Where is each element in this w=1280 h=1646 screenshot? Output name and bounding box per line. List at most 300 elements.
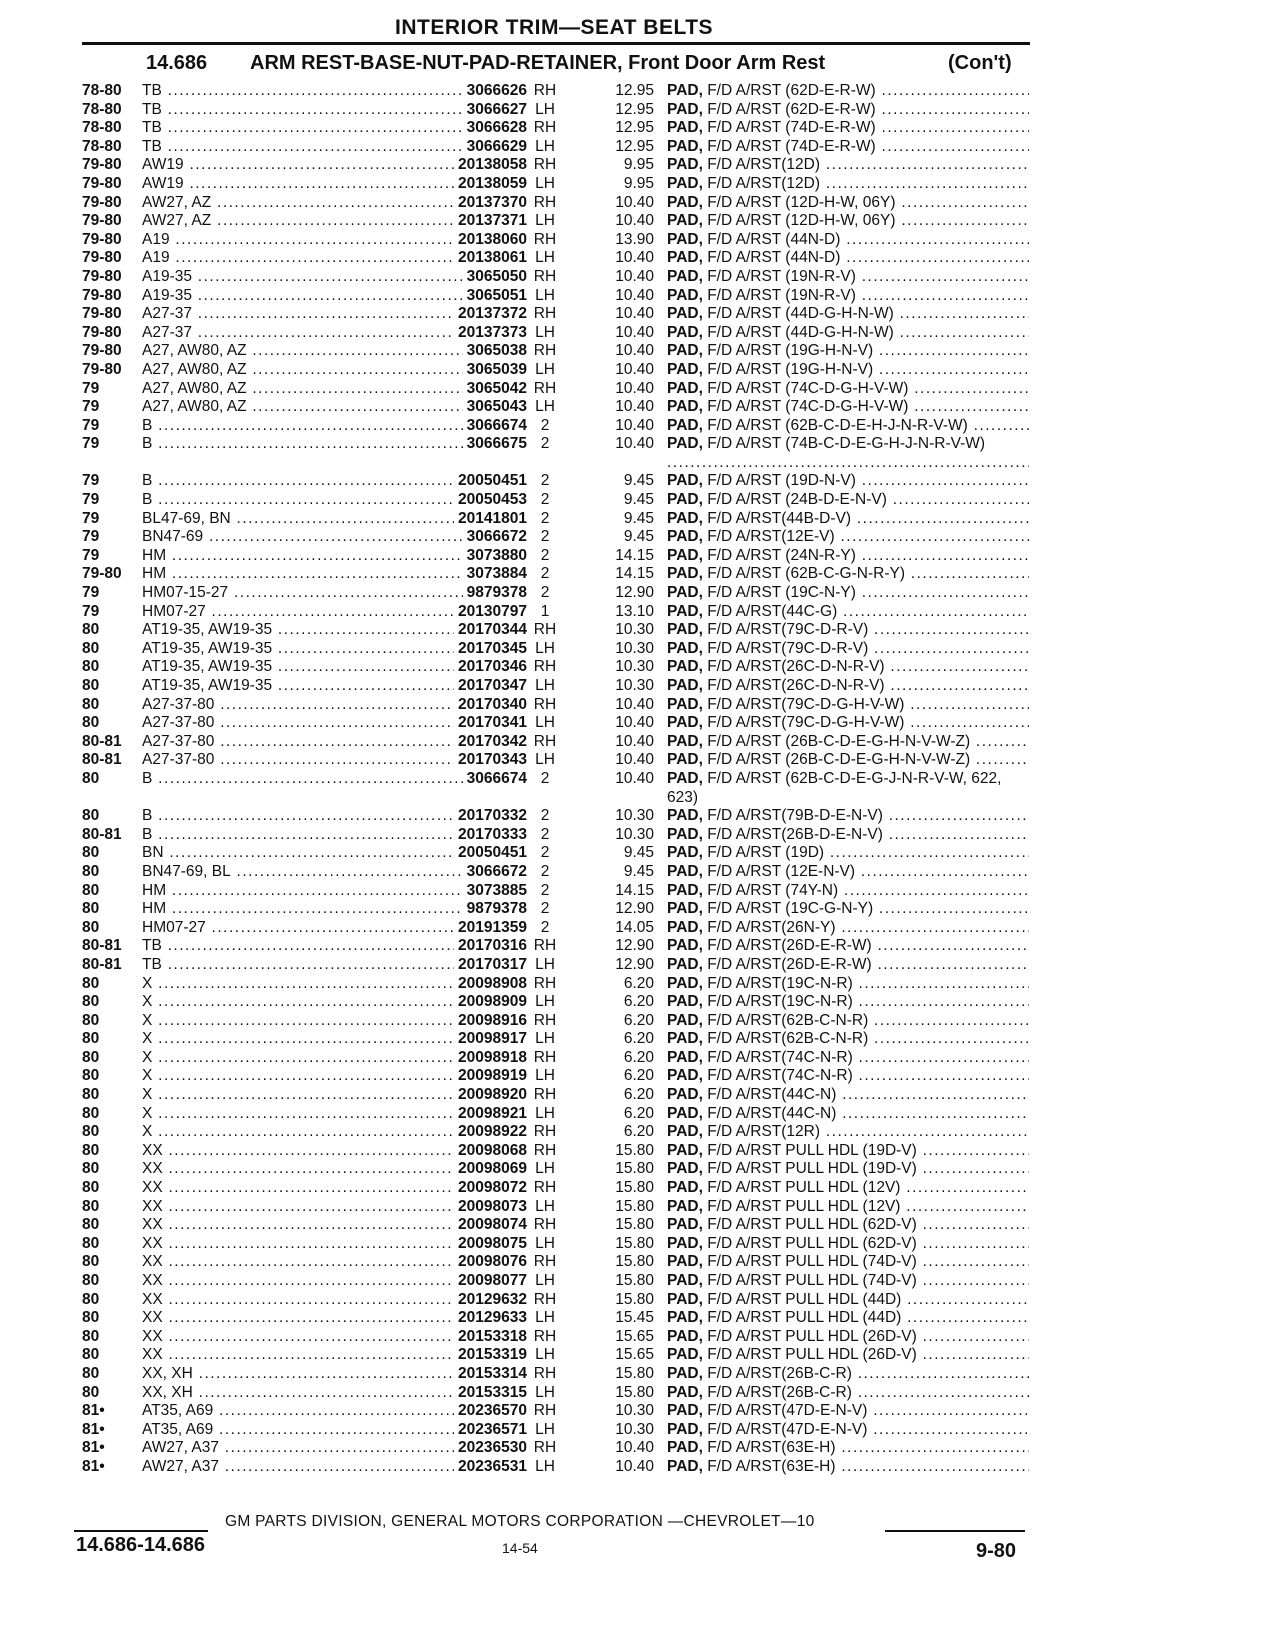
side-cell: 2 xyxy=(540,844,550,862)
list-item xyxy=(82,287,1032,306)
year-cell: 79-80 xyxy=(82,156,122,174)
model-cell: HM07-15-27 ..... xyxy=(142,584,492,603)
side-cell: LH xyxy=(535,137,555,155)
description-label: PAD, xyxy=(667,565,703,583)
description-text: F/D A/RST(26D-E-R-W) xyxy=(707,937,872,955)
description-label: PAD, xyxy=(667,379,703,397)
model-cell: XX ..... xyxy=(142,1198,492,1217)
description-cell xyxy=(667,565,1029,584)
description-label: PAD, xyxy=(667,1048,703,1066)
part-number: 20170342 xyxy=(454,733,527,752)
price-cell: 10.30 xyxy=(615,807,654,825)
description-text: F/D A/RST PULL HDL (12V) xyxy=(707,1179,901,1197)
description-label: PAD, xyxy=(667,472,703,490)
side-cell: 2 xyxy=(540,584,550,602)
year-cell: 80 xyxy=(82,677,100,694)
description-text: F/D A/RST (19N-R-V) xyxy=(707,286,856,304)
price-cell: 12.95 xyxy=(615,100,654,118)
part-number: 20236531 xyxy=(454,1458,527,1477)
year-cell: 79 xyxy=(82,528,100,546)
description-text: F/D A/RST PULL HDL (44D) xyxy=(707,1309,902,1327)
description-label: PAD, xyxy=(667,1067,703,1085)
year-cell: 80 xyxy=(82,1141,100,1159)
description-cell xyxy=(667,1253,1029,1272)
model-cell: X ..... xyxy=(142,1086,492,1105)
description-cell xyxy=(667,380,1029,399)
year-cell: 79-80 xyxy=(82,267,122,285)
side-cell: RH xyxy=(533,937,557,955)
model-cell: A19-35 ..... xyxy=(142,268,492,287)
description-text: F/D A/RST (12D-H-W, 06Y) xyxy=(707,193,896,211)
year-cell: 80 xyxy=(82,1364,100,1382)
description-cell xyxy=(667,1458,1029,1477)
year-cell: 80 xyxy=(82,1160,100,1178)
price-cell: 15.80 xyxy=(615,1290,654,1308)
description-cell xyxy=(667,1067,1029,1086)
year-cell: 80 xyxy=(82,1346,100,1364)
model-cell: B ..... xyxy=(142,826,492,845)
list-item xyxy=(82,770,1032,807)
year-cell: 80-81 xyxy=(82,751,122,769)
description-label: PAD, xyxy=(667,825,703,843)
description-label: PAD, xyxy=(667,900,703,918)
description-text: F/D A/RST (19G-H-N-V) xyxy=(707,360,874,378)
description-label: PAD, xyxy=(667,1383,703,1401)
description-text: F/D A/RST(12D) xyxy=(707,156,821,174)
part-number: 20153318 xyxy=(454,1328,527,1347)
description-cell xyxy=(667,510,1029,529)
model-cell: XX ..... xyxy=(142,1291,492,1310)
list-item xyxy=(82,417,1032,436)
part-number: 3066629 xyxy=(463,138,527,157)
part-number: 3066672 xyxy=(463,863,527,882)
description-text: F/D A/RST (19D-N-V) xyxy=(707,472,856,490)
part-number: 20129632 xyxy=(454,1291,527,1310)
part-number: 20098072 xyxy=(454,1179,527,1198)
list-item xyxy=(82,1346,1032,1365)
part-number: 20098077 xyxy=(454,1272,527,1291)
list-item xyxy=(82,658,1032,677)
price-cell: 6.20 xyxy=(623,1123,654,1141)
year-cell: 79-80 xyxy=(82,323,122,341)
side-cell: LH xyxy=(535,1160,555,1178)
price-cell: 10.40 xyxy=(615,1439,654,1457)
part-number: 20050453 xyxy=(454,491,527,510)
year-cell: 79 xyxy=(82,398,100,416)
list-item xyxy=(82,1105,1032,1124)
side-cell: 2 xyxy=(540,435,550,453)
price-cell: 6.20 xyxy=(623,1030,654,1048)
list-item xyxy=(82,1253,1032,1272)
description-label: PAD, xyxy=(667,1197,703,1215)
model-cell: BN47-69 ..... xyxy=(142,528,492,547)
year-cell: 81• xyxy=(82,1457,105,1475)
model-cell: BN47-69, BL ..... xyxy=(142,863,492,882)
part-number: 20170346 xyxy=(454,658,527,677)
price-cell: 10.30 xyxy=(615,639,654,657)
description-label: PAD, xyxy=(667,212,703,230)
description-label: PAD, xyxy=(667,1086,703,1104)
part-number: 3066672 xyxy=(463,528,527,547)
list-item xyxy=(82,82,1032,101)
model-cell: XX ..... xyxy=(142,1160,492,1179)
description-text: F/D A/RST PULL HDL (19D-V) xyxy=(707,1160,917,1178)
description-label: PAD, xyxy=(667,1290,703,1308)
side-cell: LH xyxy=(535,1272,555,1289)
part-number: 3066674 xyxy=(463,417,527,436)
side-cell: 2 xyxy=(540,881,550,899)
model-cell: A27-37-80 ..... xyxy=(142,714,492,733)
description-cell xyxy=(667,677,1029,696)
description-cell xyxy=(667,1179,1029,1198)
description-text: F/D A/RST (24N-R-Y) xyxy=(707,546,856,564)
list-item xyxy=(82,826,1032,845)
model-cell: HM ..... xyxy=(142,900,492,919)
description-text: F/D A/RST(19C-N-R) xyxy=(707,974,853,992)
year-cell: 80 xyxy=(82,639,100,657)
part-number: 20170345 xyxy=(454,640,527,659)
price-cell: 10.30 xyxy=(615,621,654,639)
description-label: PAD, xyxy=(667,1364,703,1382)
part-number: 3066628 xyxy=(463,119,527,138)
description-label: PAD, xyxy=(667,360,703,378)
model-cell: XX ..... xyxy=(142,1142,492,1161)
description-label: PAD, xyxy=(667,1439,703,1457)
list-item xyxy=(82,547,1032,566)
year-cell: 80-81 xyxy=(82,955,122,973)
price-cell: 13.90 xyxy=(615,230,654,248)
part-number: 20050451 xyxy=(454,844,527,863)
description-text: F/D A/RST (74D-E-R-W) xyxy=(707,137,876,155)
description-text: F/D A/RST (44N-D) xyxy=(707,230,841,248)
list-item xyxy=(82,621,1032,640)
description-label: PAD, xyxy=(667,1104,703,1122)
side-cell: RH xyxy=(533,1439,557,1457)
model-cell: X ..... xyxy=(142,975,492,994)
year-cell: 80 xyxy=(82,714,100,732)
year-cell: 80 xyxy=(82,862,100,880)
price-cell: 12.95 xyxy=(615,119,654,137)
price-cell: 10.40 xyxy=(615,435,654,453)
description-label: PAD, xyxy=(667,267,703,285)
side-cell: 2 xyxy=(540,509,550,527)
price-cell: 10.40 xyxy=(615,379,654,397)
model-cell: HM07-27 ..... xyxy=(142,919,492,938)
list-item xyxy=(82,361,1032,380)
list-item xyxy=(82,1402,1032,1421)
description-text: F/D A/RST (44D-G-H-N-W) xyxy=(707,305,894,323)
description-text: F/D A/RST(44C-G) xyxy=(707,602,838,620)
list-item xyxy=(82,1160,1032,1179)
price-cell: 10.40 xyxy=(615,360,654,378)
part-number: 3073880 xyxy=(463,547,527,566)
description-cell xyxy=(667,1012,1029,1031)
list-item xyxy=(82,919,1032,938)
part-number: 3066626 xyxy=(463,82,527,101)
description-label: PAD, xyxy=(667,751,703,769)
part-number: 20098908 xyxy=(454,975,527,994)
price-cell: 10.40 xyxy=(615,1457,654,1475)
description-text: F/D A/RST PULL HDL (62D-V) xyxy=(707,1234,917,1252)
part-number: 20138059 xyxy=(454,175,527,194)
description-label: PAD, xyxy=(667,286,703,304)
part-number: 20098918 xyxy=(454,1049,527,1068)
year-cell: 80 xyxy=(82,1086,100,1104)
description-text: F/D A/RST (19N-R-V) xyxy=(707,267,856,285)
description-cell xyxy=(667,101,1029,120)
price-cell: 10.40 xyxy=(615,193,654,211)
description-text: F/D A/RST(19C-N-R) xyxy=(707,993,853,1011)
model-cell: A27-37-80 ..... xyxy=(142,733,492,752)
list-item xyxy=(82,491,1032,510)
part-number: 3065051 xyxy=(463,287,527,306)
description-text: F/D A/RST(47D-E-N-V) xyxy=(707,1420,868,1438)
description-cell xyxy=(667,1086,1029,1105)
price-cell: 12.90 xyxy=(615,937,654,955)
price-cell: 9.95 xyxy=(623,174,654,192)
price-cell: 15.80 xyxy=(615,1216,654,1234)
description-label: PAD, xyxy=(667,974,703,992)
year-cell: 80 xyxy=(82,1123,100,1141)
description-label: PAD, xyxy=(667,1179,703,1197)
list-item xyxy=(82,1291,1032,1310)
part-number: 20137370 xyxy=(454,194,527,213)
year-cell: 80 xyxy=(82,1011,100,1029)
side-cell: 2 xyxy=(540,546,550,564)
part-number: 3065043 xyxy=(463,398,527,417)
price-cell: 15.80 xyxy=(615,1197,654,1215)
side-cell: RH xyxy=(533,1253,557,1271)
side-cell: RH xyxy=(533,1290,557,1308)
section-heading xyxy=(82,52,1030,78)
description-cell xyxy=(667,1235,1029,1254)
description-cell xyxy=(667,714,1029,733)
list-item xyxy=(82,1365,1032,1384)
description-text: F/D A/RST PULL HDL (74D-V) xyxy=(707,1272,917,1289)
price-cell: 10.30 xyxy=(615,825,654,843)
description-label: PAD, xyxy=(667,174,703,192)
price-cell: 10.40 xyxy=(615,267,654,285)
list-item xyxy=(82,733,1032,752)
model-cell: AW27, A37 ..... xyxy=(142,1458,492,1477)
model-cell: A27, AW80, AZ ..... xyxy=(142,361,492,380)
description-cell xyxy=(667,1105,1029,1124)
side-cell: 2 xyxy=(540,918,550,936)
description-label: PAD, xyxy=(667,937,703,955)
description-cell xyxy=(667,1216,1029,1235)
list-item xyxy=(82,975,1032,994)
description-cell xyxy=(667,435,1029,472)
description-cell xyxy=(667,993,1029,1012)
year-cell: 79 xyxy=(82,546,100,564)
list-item xyxy=(82,1198,1032,1217)
description-text: F/D A/RST(44B-D-V) xyxy=(707,509,852,527)
list-item xyxy=(82,1421,1032,1440)
year-cell: 80-81 xyxy=(82,937,122,955)
part-number: 20170333 xyxy=(454,826,527,845)
side-cell: LH xyxy=(535,398,555,416)
side-cell: RH xyxy=(533,267,557,285)
year-cell: 80 xyxy=(82,695,100,713)
model-cell: TB ..... xyxy=(142,956,492,975)
description-cell xyxy=(667,547,1029,566)
side-cell: LH xyxy=(535,1457,555,1475)
model-cell: B ..... xyxy=(142,807,492,826)
list-item xyxy=(82,565,1032,584)
side-cell: RH xyxy=(533,1402,557,1420)
description-cell xyxy=(667,138,1029,157)
part-number: 20130797 xyxy=(454,603,527,622)
list-item xyxy=(82,231,1032,250)
description-cell xyxy=(667,342,1029,361)
year-cell: 80 xyxy=(82,1272,100,1289)
year-cell: 80 xyxy=(82,1067,100,1085)
part-number: 20098069 xyxy=(454,1160,527,1179)
description-label: PAD, xyxy=(667,769,703,787)
description-text: F/D A/RST (44D-G-H-N-W) xyxy=(707,323,894,341)
description-cell xyxy=(667,1049,1029,1068)
side-cell: RH xyxy=(533,974,557,992)
description-text: F/D A/RST (26B-C-D-E-G-H-N-V-W-Z) xyxy=(707,732,971,750)
model-cell: AW27, AZ ..... xyxy=(142,194,492,213)
year-cell: 80 xyxy=(82,1197,100,1215)
description-label: PAD, xyxy=(667,323,703,341)
year-cell: 80 xyxy=(82,1253,100,1271)
description-label: PAD, xyxy=(667,695,703,713)
list-item xyxy=(82,807,1032,826)
side-cell: RH xyxy=(533,342,557,360)
price-cell: 6.20 xyxy=(623,1067,654,1085)
year-cell: 80 xyxy=(82,1216,100,1234)
description-cell xyxy=(667,696,1029,715)
price-cell: 9.95 xyxy=(623,156,654,174)
description-label: PAD, xyxy=(667,1309,703,1327)
list-item xyxy=(82,1179,1032,1198)
description-cell xyxy=(667,770,1029,807)
year-cell: 80 xyxy=(82,1290,100,1308)
price-cell: 9.45 xyxy=(623,491,654,509)
year-cell: 81• xyxy=(82,1439,105,1457)
side-cell: 2 xyxy=(540,769,550,787)
price-cell: 10.40 xyxy=(615,769,654,787)
description-text: F/D A/RST(74C-N-R) xyxy=(707,1067,853,1085)
price-cell: 14.15 xyxy=(615,546,654,564)
price-cell: 14.15 xyxy=(615,565,654,583)
model-cell: X ..... xyxy=(142,1123,492,1142)
description-cell xyxy=(667,1198,1029,1217)
side-cell: RH xyxy=(533,1048,557,1066)
list-item xyxy=(82,472,1032,491)
model-cell: A27, AW80, AZ ..... xyxy=(142,342,492,361)
description-cell xyxy=(667,1123,1029,1142)
model-cell: B ..... xyxy=(142,472,492,491)
description-label: PAD, xyxy=(667,1234,703,1252)
description-label: PAD, xyxy=(667,1160,703,1178)
year-cell: 80 xyxy=(82,881,100,899)
part-number: 20098917 xyxy=(454,1030,527,1049)
side-cell: RH xyxy=(533,1011,557,1029)
description-label: PAD, xyxy=(667,621,703,639)
year-cell: 79 xyxy=(82,379,100,397)
year-cell: 80 xyxy=(82,1048,100,1066)
part-number: 3065039 xyxy=(463,361,527,380)
list-item xyxy=(82,1086,1032,1105)
description-cell xyxy=(667,231,1029,250)
model-cell: A27-37 ..... xyxy=(142,324,492,343)
list-item xyxy=(82,268,1032,287)
description-label: PAD, xyxy=(667,918,703,936)
description-cell xyxy=(667,807,1029,826)
list-item xyxy=(82,1030,1032,1049)
price-cell: 12.90 xyxy=(615,955,654,973)
year-cell: 80 xyxy=(82,1179,100,1197)
side-cell: RH xyxy=(533,156,557,174)
description-text: F/D A/RST (62D-E-R-W) xyxy=(707,82,876,99)
side-cell: 2 xyxy=(540,565,550,583)
description-cell xyxy=(667,937,1029,956)
side-cell: LH xyxy=(535,1197,555,1215)
price-cell: 6.20 xyxy=(623,1048,654,1066)
model-cell: A27-37-80 ..... xyxy=(142,696,492,715)
price-cell: 10.40 xyxy=(615,695,654,713)
side-cell: 2 xyxy=(540,900,550,918)
part-number: 3066675 xyxy=(463,435,527,454)
description-text: F/D A/RST(26B-C-R) xyxy=(707,1383,852,1401)
description-text: F/D A/RST(79C-D-G-H-V-W) xyxy=(707,714,905,732)
description-label: PAD, xyxy=(667,416,703,434)
price-cell: 12.95 xyxy=(615,82,654,99)
description-text: F/D A/RST PULL HDL (26D-V) xyxy=(707,1327,917,1345)
year-cell: 78-80 xyxy=(82,100,122,118)
part-number: 20098916 xyxy=(454,1012,527,1031)
model-cell: TB ..... xyxy=(142,119,492,138)
part-number: 20138058 xyxy=(454,156,527,175)
description-text: F/D A/RST (74C-D-G-H-V-W) xyxy=(707,398,909,416)
price-cell: 10.30 xyxy=(615,1402,654,1420)
list-item xyxy=(82,603,1032,622)
description-label: PAD, xyxy=(667,1216,703,1234)
price-cell: 15.65 xyxy=(615,1346,654,1364)
part-number: 20137373 xyxy=(454,324,527,343)
side-cell: RH xyxy=(533,1216,557,1234)
side-cell: 2 xyxy=(540,416,550,434)
side-cell: RH xyxy=(533,1179,557,1197)
price-cell: 10.40 xyxy=(615,323,654,341)
description-label: PAD, xyxy=(667,1253,703,1271)
part-number: 3073884 xyxy=(463,565,527,584)
model-cell: HM07-27 ..... xyxy=(142,603,492,622)
model-cell: XX ..... xyxy=(142,1346,492,1365)
list-item xyxy=(82,1328,1032,1347)
description-text: F/D A/RST (62B-C-G-N-R-Y) xyxy=(707,565,905,583)
price-cell: 10.40 xyxy=(615,249,654,267)
price-cell: 15.80 xyxy=(615,1160,654,1178)
part-number: 20236571 xyxy=(454,1421,527,1440)
description-label: PAD, xyxy=(667,305,703,323)
part-number: 20170347 xyxy=(454,677,527,696)
model-cell: HM ..... xyxy=(142,547,492,566)
parts-list xyxy=(82,82,1032,1477)
side-cell: 2 xyxy=(540,807,550,825)
side-cell: LH xyxy=(535,955,555,973)
description-label: PAD, xyxy=(667,1141,703,1159)
part-number: 20170316 xyxy=(454,937,527,956)
list-item xyxy=(82,956,1032,975)
list-item xyxy=(82,1309,1032,1328)
price-cell: 10.40 xyxy=(615,714,654,732)
model-cell: XX ..... xyxy=(142,1328,492,1347)
model-cell: A19-35 ..... xyxy=(142,287,492,306)
